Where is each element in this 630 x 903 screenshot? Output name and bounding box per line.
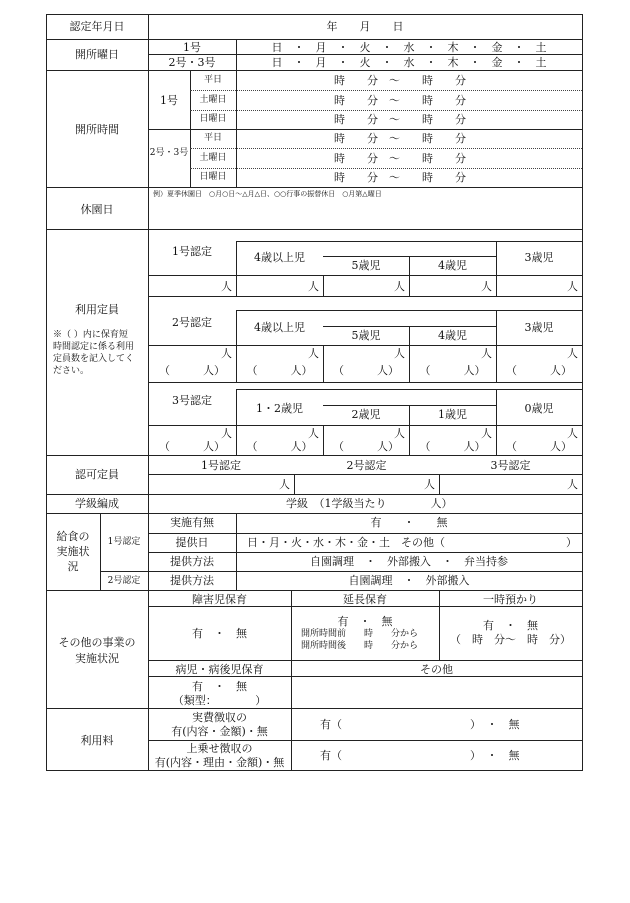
capacity-c3-total[interactable]: 人 [221, 427, 232, 440]
capacity-c3-age12-value[interactable]: 人 [308, 427, 319, 440]
capacity-c2-age3-short[interactable]: （ 人） [506, 364, 572, 377]
capacity-c2-age4: 4歳児 [438, 329, 467, 342]
approved-c3-value[interactable]: 人 [567, 478, 578, 491]
hours-time-field[interactable]: 時 分 〜 時 分 [334, 152, 466, 165]
capacity-c2-total[interactable]: 人 [221, 347, 232, 360]
capacity-c2-age5-value[interactable]: 人 [394, 347, 405, 360]
meals-label-line-2: 実施状 [56, 545, 90, 558]
capacity-c2-age3-value[interactable]: 人 [567, 347, 578, 360]
capacity-c1-age3: 3歳児 [524, 251, 554, 264]
capacity-c2-over4-short[interactable]: （ 人） [246, 364, 313, 377]
capacity-note-line-2: 時間認定に係る利用 [53, 342, 135, 352]
hours-time-field[interactable]: 時 分 〜 時 分 [334, 132, 466, 145]
capacity-c1-age4-value[interactable]: 人 [481, 280, 492, 293]
capacity-c2-age3: 3歳児 [524, 321, 554, 334]
hours-time-field[interactable]: 時 分 〜 時 分 [334, 94, 466, 107]
fees-extra-yes[interactable]: 有（ [320, 749, 342, 762]
approved-c2-title: 2号認定 [346, 459, 387, 472]
capacity-c3-age2: 2歳児 [351, 408, 381, 421]
capacity-c3-age1-short[interactable]: （ 人） [419, 440, 486, 453]
label-open-days: 開所曜日 [75, 48, 119, 61]
fees-actual-yes[interactable]: 有（ [320, 718, 342, 731]
other-temporary-time[interactable]: （ 時 分〜 時 分） [450, 633, 571, 646]
hours-time-field[interactable]: 時 分 〜 時 分 [334, 74, 466, 87]
open-days-type-23: 2号・3号 [168, 56, 216, 69]
capacity-c3-age12-short[interactable]: （ 人） [246, 440, 313, 453]
capacity-c2-over4: 4歳以上児 [254, 321, 305, 334]
capacity-c3-age2-value[interactable]: 人 [394, 427, 405, 440]
label-fees: 利用料 [80, 734, 114, 747]
capacity-c3-age0-value[interactable]: 人 [567, 427, 578, 440]
meals-c2-label: 2号認定 [107, 576, 141, 586]
hours-sunday-label: 日曜日 [199, 114, 227, 124]
hours-time-field[interactable]: 時 分 〜 時 分 [334, 171, 466, 184]
capacity-c1-age5-value[interactable]: 人 [394, 280, 405, 293]
meals-method-label: 提供方法 [170, 555, 214, 568]
fees-extra-no[interactable]: ） ・ 無 [470, 749, 520, 762]
hours-weekday-label: 平日 [203, 133, 222, 143]
capacity-c3-age1-value[interactable]: 人 [481, 427, 492, 440]
other-disability-select[interactable]: 有 ・ 無 [192, 627, 247, 640]
capacity-c2-age5-short[interactable]: （ 人） [333, 364, 399, 377]
capacity-c1-over4: 4歳以上児 [254, 251, 305, 264]
label-approved-capacity: 認可定員 [75, 468, 119, 481]
hours-sunday-label: 日曜日 [199, 172, 227, 182]
capacity-c2-title: 2号認定 [172, 316, 212, 329]
capacity-c3-age0: 0歳児 [524, 402, 554, 415]
capacity-c3-age1: 1歳児 [438, 408, 467, 421]
other-temporary-title: 一時預かり [483, 593, 538, 606]
other-extended-title: 延長保育 [343, 593, 387, 606]
fees-actual-line-2: 有(内容・金額)・無 [171, 725, 268, 738]
capacity-note-line-4: ださい。 [53, 366, 90, 376]
capacity-note-line-3: 定員数を記入してく [53, 354, 135, 364]
fees-actual-line-1: 実費徴収の [192, 711, 247, 724]
capacity-c3-total-short[interactable]: （ 人） [159, 440, 225, 453]
approved-c1-value[interactable]: 人 [279, 478, 290, 491]
approved-c3-title: 3号認定 [490, 459, 531, 472]
hours-group-1: 1号 [160, 94, 178, 107]
capacity-c3-age2-short[interactable]: （ 人） [333, 440, 399, 453]
hours-group-23: 2号・3号 [149, 148, 189, 158]
meals-days-select[interactable]: 日・月・火・水・木・金・土 その他（ ） [247, 536, 577, 549]
other-temporary-select[interactable]: 有 ・ 無 [483, 619, 538, 632]
label-capacity: 利用定員 [75, 303, 119, 316]
label-class-organization: 学級編成 [75, 497, 119, 510]
capacity-c2-age5: 5歳児 [351, 329, 381, 342]
label-closed-days: 休園日 [80, 203, 114, 216]
capacity-c3-age12: 1・2歳児 [256, 402, 303, 415]
class-organization-field[interactable]: 学級 （1学級当たり 人） [286, 497, 453, 510]
other-misc-title: その他 [420, 663, 453, 676]
capacity-c1-age3-value[interactable]: 人 [567, 280, 578, 293]
meals-label-line-3: 況 [67, 560, 79, 573]
other-disability-title: 障害児保育 [192, 593, 247, 606]
open-days-select-1[interactable]: 日 ・ 月 ・ 火 ・ 水 ・ 木 ・ 金 ・ 土 [271, 41, 547, 54]
approval-date-field[interactable]: 年 月 日 [326, 20, 404, 33]
hours-saturday-label: 土曜日 [199, 153, 227, 163]
capacity-c1-age4: 4歳児 [438, 259, 467, 272]
fees-actual-no[interactable]: ） ・ 無 [470, 718, 520, 731]
open-days-type-1: 1号 [183, 41, 201, 54]
meals-implementation-select[interactable]: 有 ・ 無 [370, 516, 448, 529]
fees-extra-line-1: 上乗せ徴収の [186, 742, 253, 755]
meals-c1-label: 1号認定 [107, 537, 141, 547]
capacity-c1-title: 1号認定 [172, 245, 212, 258]
capacity-c1-total[interactable]: 人 [221, 280, 232, 293]
label-open-hours: 開所時間 [75, 123, 119, 136]
other-extended-select[interactable]: 有 ・ 無 [337, 615, 393, 628]
capacity-c3-age0-short[interactable]: （ 人） [506, 440, 572, 453]
meals-method2-select[interactable]: 自園調理 ・ 外部搬入 [348, 574, 470, 587]
other-sick-care-select[interactable]: 有 ・ 無 [192, 680, 247, 693]
fees-extra-line-2: 有(内容・理由・金額)・無 [154, 756, 285, 769]
other-sick-care-type[interactable]: （類型： ） [172, 694, 267, 707]
other-sick-care-title: 病児・病後児保育 [175, 663, 264, 676]
capacity-c2-age4-short[interactable]: （ 人） [419, 364, 486, 377]
capacity-c1-age5: 5歳児 [351, 259, 381, 272]
meals-method-label: 提供方法 [170, 574, 214, 587]
other-extended-before[interactable]: 開所時間前 時 分から [301, 629, 419, 639]
hours-weekday-label: 平日 [203, 75, 222, 85]
meals-method1-select[interactable]: 自園調理 ・ 外部搬入 ・ 弁当持参 [310, 555, 508, 568]
other-label-line-1: その他の事業の [58, 636, 136, 649]
approved-c2-value[interactable]: 人 [424, 478, 435, 491]
meals-days-label: 提供日 [175, 536, 209, 549]
capacity-c1-over4-value[interactable]: 人 [308, 280, 319, 293]
approved-c1-title: 1号認定 [201, 459, 241, 472]
meals-label-line-1: 給食の [56, 530, 90, 543]
capacity-c2-age4-value[interactable]: 人 [481, 347, 492, 360]
capacity-note-line-1: ※（ ）内に保育短 [53, 330, 128, 340]
hours-saturday-label: 土曜日 [199, 95, 227, 105]
capacity-c2-over4-value[interactable]: 人 [308, 347, 319, 360]
label-approval-date: 認定年月日 [69, 20, 125, 33]
other-extended-after[interactable]: 開所時間後 時 分から [301, 641, 419, 651]
capacity-c2-total-short[interactable]: （ 人） [159, 364, 225, 377]
hours-time-field[interactable]: 時 分 〜 時 分 [334, 113, 466, 126]
open-days-select-23[interactable]: 日 ・ 月 ・ 火 ・ 水 ・ 木 ・ 金 ・ 土 [271, 56, 547, 69]
capacity-c3-title: 3号認定 [172, 394, 212, 407]
other-label-line-2: 実施状況 [75, 652, 119, 665]
closed-days-example: 例）夏季休園日 ○月○日〜△月△日、○○行事の振替休日 ○月第△曜日 [153, 190, 382, 198]
meals-implementation-label: 実施有無 [170, 516, 214, 529]
